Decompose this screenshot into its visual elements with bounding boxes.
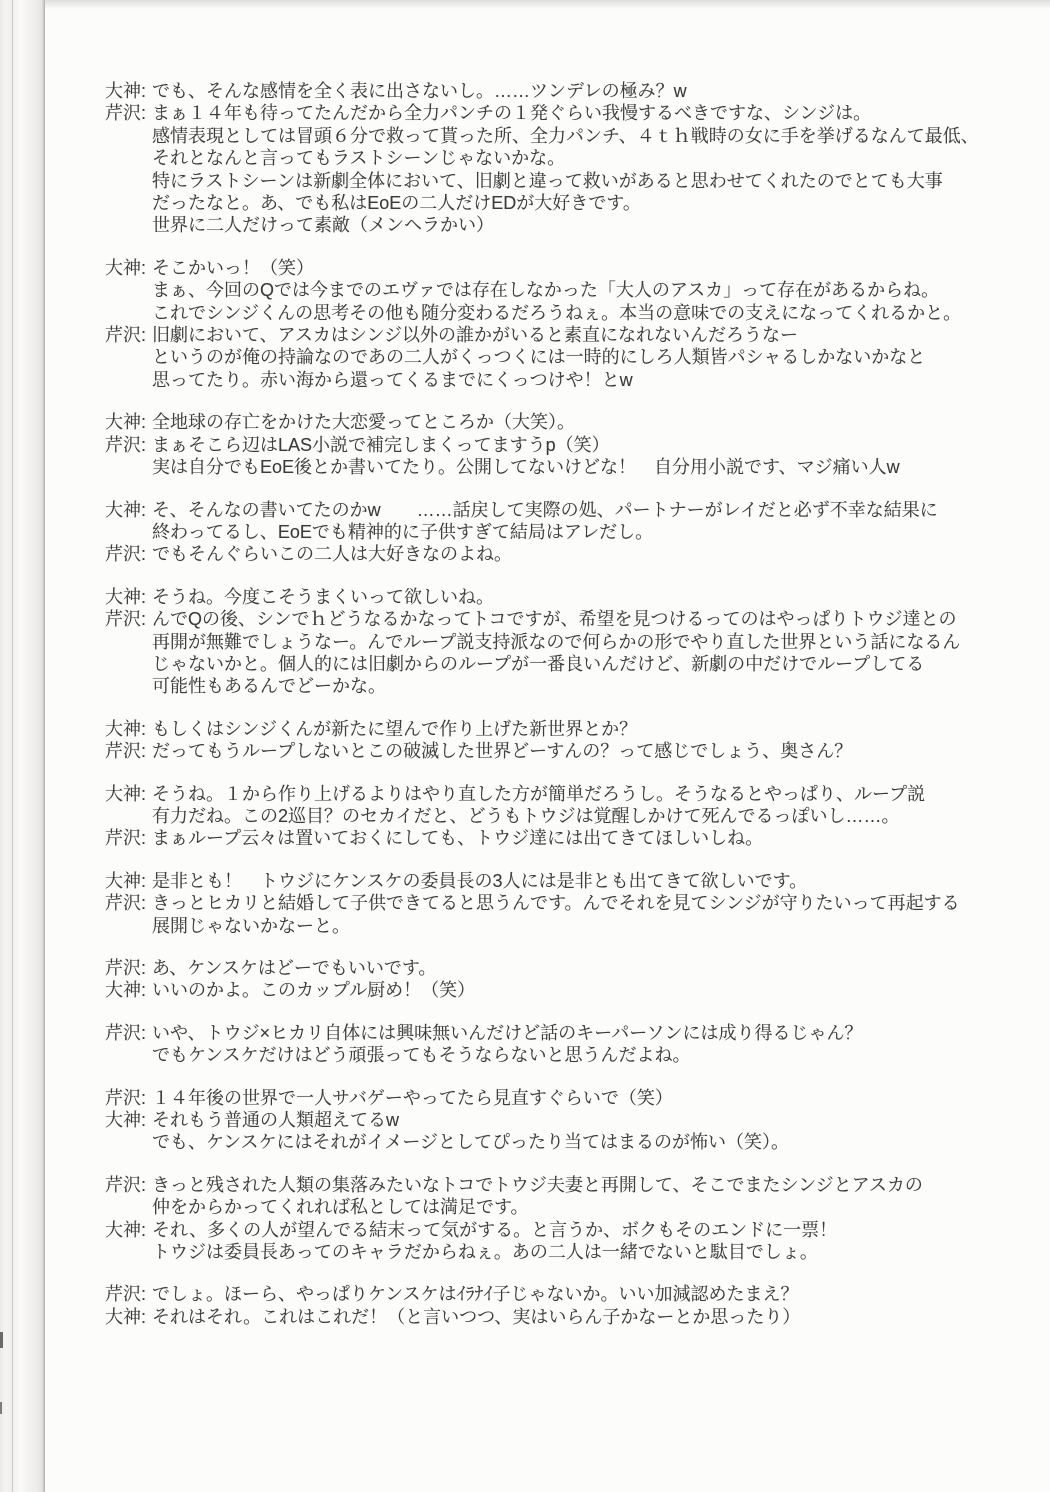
line-text: 終わってるし、EoEでも精神的に子供すぎて結局はアレだし。 [152,521,654,542]
line-text: まぁ、今回のQでは今までのエヴァでは存在しなかった「大人のアスカ」って存在があるからね。 [152,280,940,301]
dialogue-group [105,499,1015,566]
dialogue-group [105,1283,1015,1328]
line-text: きっと残された人類の集落みたいなトコでトウジ夫妻と再開して、そこでまたシンジとアスカの [152,1174,923,1195]
dialogue-line [105,102,1015,124]
dialogue-line [105,586,1015,608]
line-text: 実は自分でもEoE後とか書いてたり。公開してないけどな！ 自分用小説です、マジ痛い人w [152,457,900,478]
speaker-label: 大神: [105,718,147,739]
speaker-label: 芹沢: [105,1087,147,1108]
dialogue-line [105,1131,1015,1153]
speaker-label: 大神: [105,81,147,101]
dialogue-line [105,783,1015,805]
speaker-label: 大神: [105,1110,147,1131]
line-text: でもケンスケだけはどう頑張ってもそうならないと思うんだよね。 [152,1045,691,1066]
dialogue-line [105,1241,1015,1263]
dialogue-line [105,170,1015,192]
dialogue-line [105,147,1015,169]
line-text: 展開じゃないかなーと。 [152,915,350,936]
dialogue-line [105,125,1015,147]
speaker-label: 芹沢: [105,544,147,565]
line-text: 再開が無難でしょうなー。んでループ説支持派なので何らかの形でやり直した世界という話になるん [152,631,961,652]
dialogue-group [105,1022,1015,1067]
speaker-label: 芹沢: [105,828,147,849]
dialogue-group [105,257,1015,391]
scan-top-shadow [0,0,1050,9]
dialogue-line [105,631,1015,653]
dialogue-line [105,740,1015,762]
dialogue-group [105,1174,1015,1264]
speaker-label: 芹沢: [105,1174,147,1195]
line-text: んでQの後、シンでｈどうなるかなってトコですが、希望を見つけるってのはやっぱりトウジ達との [152,609,957,630]
speaker-label: 芹沢: [105,741,147,762]
page-left-edge [0,0,45,1492]
line-text: というのが俺の持論なのであの二人がくっつくには一時的にしろ人類皆パシャるしかないかなと [152,347,926,368]
dialogue-group [105,1087,1015,1154]
line-text: そ、そんなの書いてたのかw ……話戻して実際の処、パートナーがレイだと必ず不幸な結果に [152,499,938,520]
speaker-label: 大神: [105,870,147,891]
dialogue-line [105,915,1015,937]
line-text: これでシンジくんの思考その他も随分変わるだろうねぇ。本当の意味での支えになってくれるかと。 [152,302,962,323]
line-text: 特にラストシーンは新劇全体において、旧劇と違って救いがあると思わせてくれたのでとても大事 [152,170,943,191]
dialogue-line [105,257,1015,279]
speaker-label: 大神: [105,257,147,278]
speaker-label: 芹沢: [105,325,147,346]
line-text: 旧劇において、アスカはシンジ以外の誰かがいると素直になれないんだろうなー [152,325,799,346]
speaker-label: 大神: [105,980,147,1001]
speaker-label: 芹沢: [105,1284,147,1305]
line-text: それはそれ。これはこれだ！（と言いつつ、実はいらん子かなーとか思ったり） [152,1306,801,1327]
line-text: でも、ケンスケにはそれがイメージとしてぴったり当てはまるのが怖い（笑）。 [152,1132,790,1153]
speaker-label: 芹沢: [105,609,147,630]
line-text: 全地球の存亡をかけた大恋愛ってところか（大笑）。 [152,412,575,433]
dialogue-group [105,870,1015,937]
dialogue-line [105,411,1015,433]
dialogue-group [105,783,1015,850]
dialogue-line [105,346,1015,368]
line-text: 仲をからかってくれれば私としては満足です。 [152,1197,529,1218]
line-text: もしくはシンジくんが新たに望んで作り上げた新世界とか？ [152,718,638,739]
speaker-label: 芹沢: [105,1022,147,1043]
line-text: そうね。今度こそうまくいって欲しいね。 [152,586,494,607]
line-text: そうね。１から作り上げるよりはやり直した方が簡単だろうし。そうなるとやっぱり、ループ説 [152,783,926,804]
speaker-label: 芹沢: [105,958,147,978]
line-text: でしょ。ほーら、やっぱりケンスケはｲﾗﾅｲ子じゃないか。いい加減認めたまえ？ [152,1284,799,1305]
dialogue-line [105,675,1015,697]
scan-artifact [0,1332,3,1348]
line-text: 感情表現としては冒頭６分で救って貰った所、全力パンチ、４ｔｈ戦時の女に手を挙げるなんて最低、 [152,125,979,146]
line-text: でもそんぐらいこの二人は大好きなのよね。 [152,544,512,565]
line-text: いや、トウジ×ヒカリ自体には興味無いんだけど話のキーパーソンには成り得るじゃん？ [152,1022,863,1043]
speaker-label: 芹沢: [105,434,147,455]
dialogue-line [105,192,1015,214]
dialogue-line [105,608,1015,630]
speaker-label: 大神: [105,499,147,520]
dialogue-line [105,827,1015,849]
dialogue-group [105,957,1015,1002]
line-text: あ、ケンスケはどーでもいいです。 [152,958,437,978]
dialogue-line [105,1109,1015,1131]
dialogue-line [105,499,1015,521]
line-text: だってもうループしないとこの破滅した世界どーすんの？って感じでしょう、奥さん？ [152,741,853,762]
dialogue-line [105,369,1015,391]
dialogue-line [105,456,1015,478]
line-text: それもう普通の人類超えてるw [152,1110,399,1131]
dialogue-line [105,324,1015,346]
speaker-label: 大神: [105,1219,147,1240]
dialogue-line [105,543,1015,565]
line-text: いいのかよ。このカップル厨め！（笑） [152,980,476,1001]
dialogue-line [105,653,1015,675]
speaker-label: 芹沢: [105,893,147,914]
dialogue [105,80,1015,1348]
dialogue-line [105,214,1015,236]
dialogue-line [105,1022,1015,1044]
line-text: でも、そんな感情を全く表に出さないし。……ツンデレの極み？w [152,81,687,101]
dialogue-line [105,1196,1015,1218]
speaker-label: 大神: [105,586,147,607]
line-text: トウジは委員長あってのキャラだからねぇ。あの二人は一緒でないと駄目でしょ。 [152,1242,818,1263]
dialogue-group [105,80,1015,237]
dialogue-line [105,80,1015,102]
line-text: じゃないかと。個人的には旧劇からのループが一番良いんだけど、新劇の中だけでループしてる [152,653,925,674]
page-edge-line [12,0,13,1492]
dialogue-line [105,979,1015,1001]
line-text: それ、多くの人が望んでる結末って気がする。と言うか、ボクもそのエンドに一票！ [152,1219,838,1240]
dialogue-line [105,1044,1015,1066]
scan-artifact [0,1402,2,1414]
dialogue-line [105,892,1015,914]
speaker-label: 大神: [105,1306,147,1327]
line-text: きっとヒカリと結婚して子供できてると思うんです。んでそれを見てシンジが守りたいって再起する [152,893,960,914]
speaker-label: 芹沢: [105,103,147,124]
dialogue-group [105,411,1015,478]
dialogue-group [105,718,1015,763]
dialogue-line [105,805,1015,827]
line-text: それとなんと言ってもラストシーンじゃないかな。 [152,148,566,169]
dialogue-line [105,1174,1015,1196]
line-text: 是非とも！ トウジにケンスケの委員長の3人には是非とも出てきて欲しいです。 [152,870,808,891]
dialogue-line [105,1283,1015,1305]
dialogue-line [105,434,1015,456]
dialogue-line [105,1219,1015,1241]
line-text: 可能性もあるんでどーかな。 [152,676,386,697]
dialogue-line [105,521,1015,543]
dialogue-line [105,1306,1015,1328]
line-text: 世界に二人だけって素敵（メンヘラかい） [152,215,494,236]
dialogue-line [105,870,1015,892]
dialogue-line [105,1087,1015,1109]
line-text: そこかいっ！（笑） [152,257,314,278]
line-text: だったなと。あ、でも私はEoEの二人だけEDが大好きです。 [152,193,641,214]
line-text: 思ってたり。赤い海から還ってくるまでにくっつけや！とw [152,369,633,390]
speaker-label: 大神: [105,412,147,433]
speaker-label: 大神: [105,783,147,804]
dialogue-line [105,718,1015,740]
dialogue-line [105,957,1015,979]
dialogue-group [105,586,1015,698]
line-text: まぁループ云々は置いておくにしても、トウジ達には出てきてほしいしね。 [152,828,764,849]
dialogue-line [105,302,1015,324]
line-text: １４年後の世界で一人サバゲーやってたら見直すぐらいで（笑） [152,1087,673,1108]
line-text: まぁ１４年も待ってたんだから全力パンチの１発ぐらい我慢するべきですな、シンジは。 [152,103,872,124]
dialogue-line [105,279,1015,301]
line-text: まぁそこら辺はLAS小説で補完しまくってますうp（笑） [152,434,610,455]
line-text: 有力だね。この2巡目？のセカイだと、どうもトウジは覚醒しかけて死んでるっぽいし……。 [152,805,900,826]
